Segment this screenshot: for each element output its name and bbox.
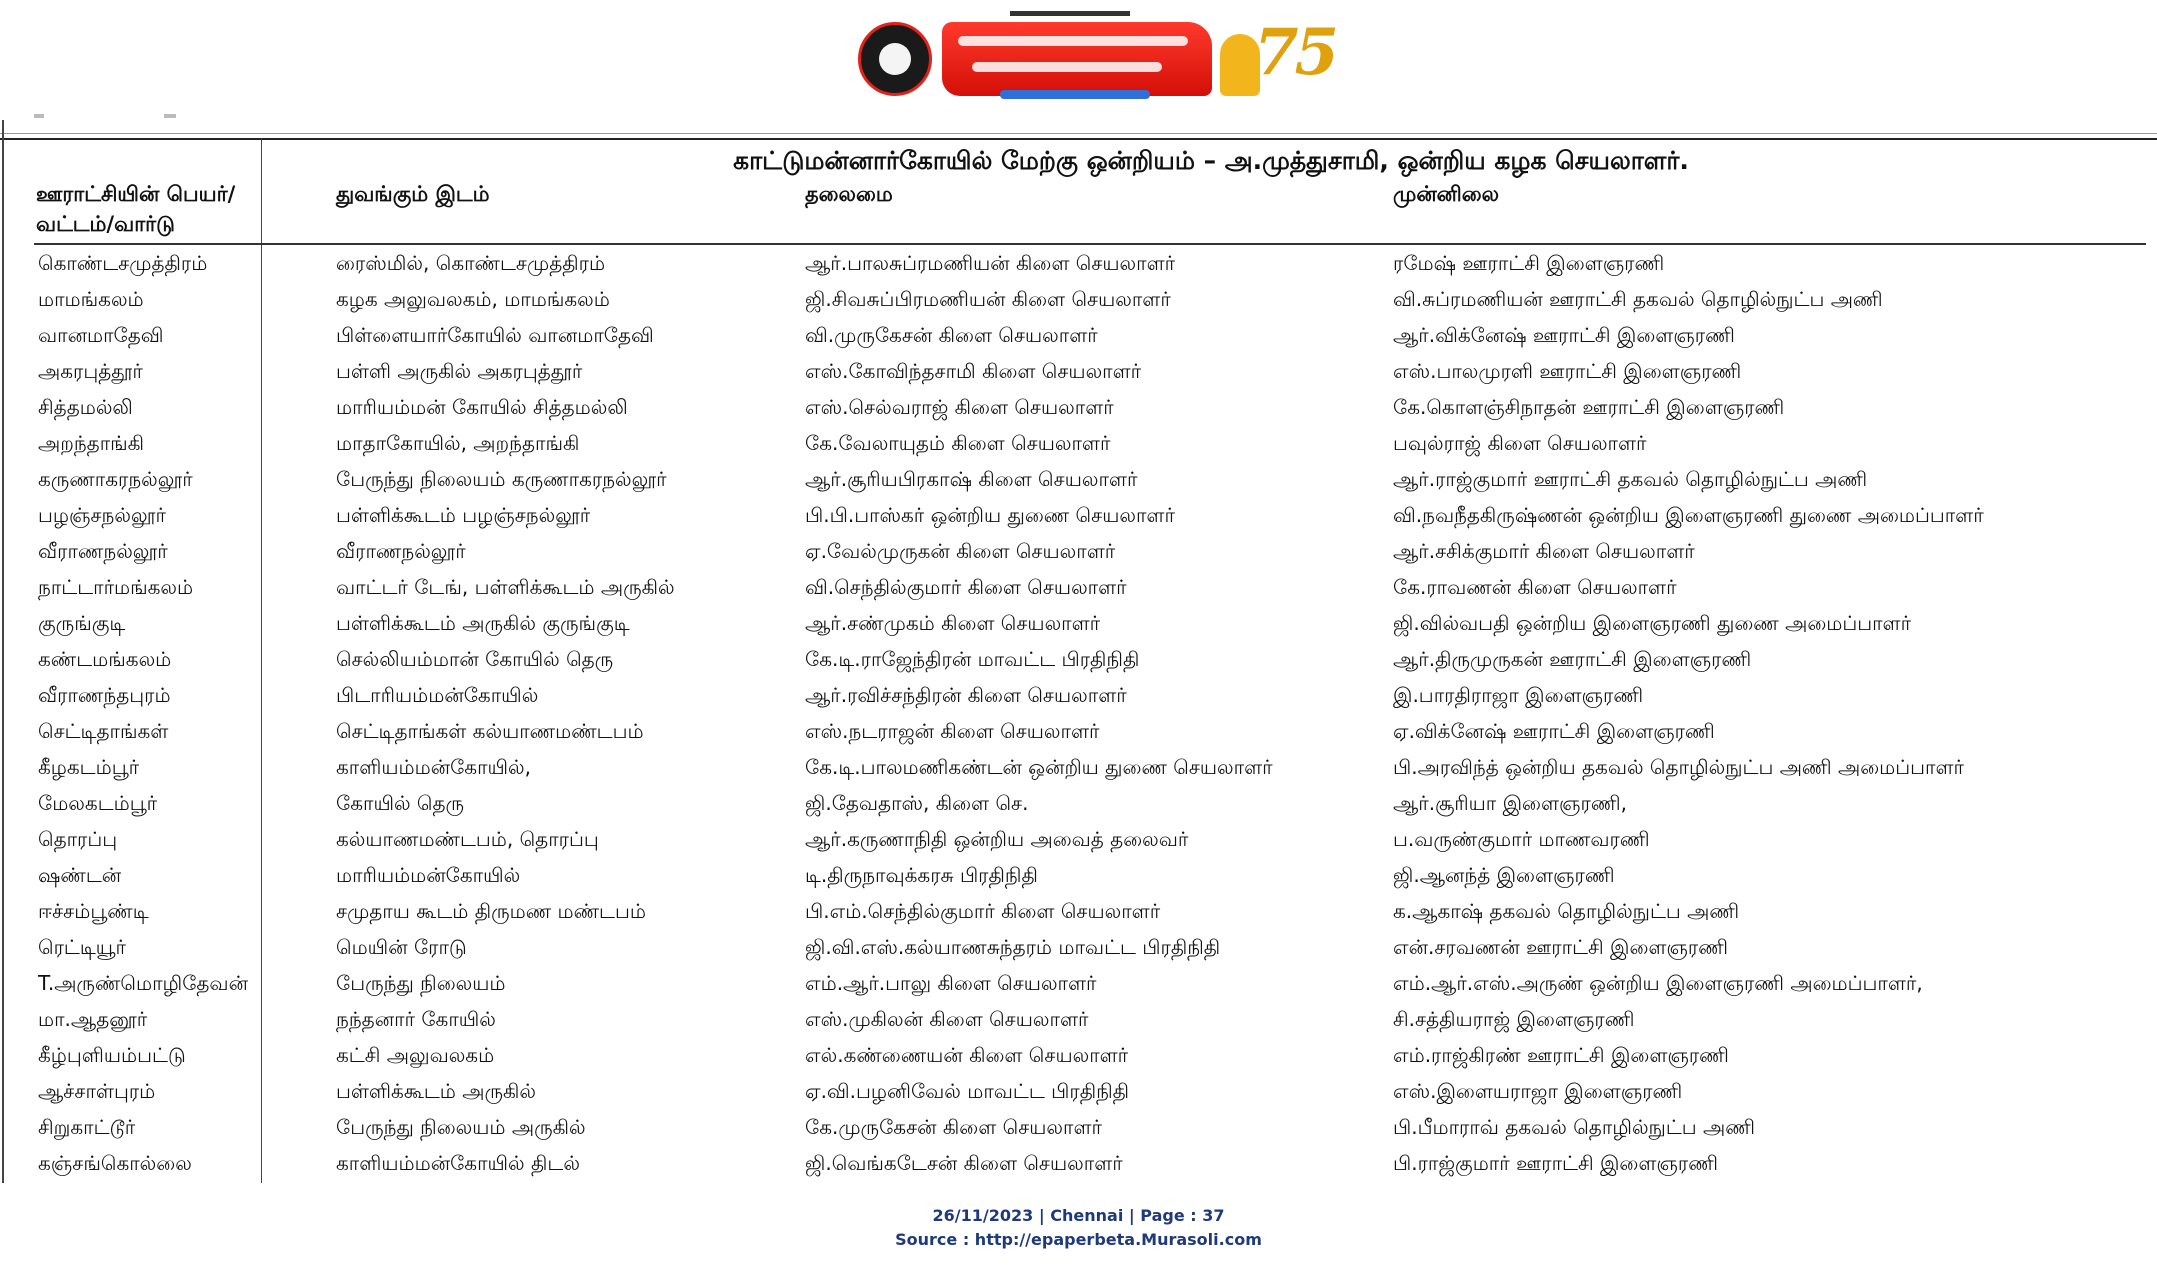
chair-cell: ஆர்.ரவிச்சந்திரன் கிளை செயலாளர் xyxy=(805,683,1127,707)
table-row xyxy=(0,1037,2157,1073)
table-row xyxy=(0,605,2157,641)
village-cell: அறந்தாங்கி xyxy=(38,431,145,455)
footer-date-page: 26/11/2023 | Chennai | Page : 37 xyxy=(932,1206,1225,1225)
chair-cell: கே.முருகேசன் கிளை செயலாளர் xyxy=(805,1115,1102,1139)
table-row xyxy=(0,389,2157,425)
presence-cell: எம்.ஆர்.எஸ்.அருண் ஒன்றிய இளைஞரணி அமைப்பாளர், xyxy=(1393,971,1923,995)
start-location-cell: காளியம்மன்கோயில், xyxy=(336,755,532,779)
start-location-cell: வாட்டர் டேங், பள்ளிக்கூடம் அருகில் xyxy=(336,575,675,599)
presence-cell: ஆர்.சூரியா இளைஞரணி, xyxy=(1393,791,1627,815)
village-cell: செட்டிதாங்கள் xyxy=(38,719,169,743)
table-row xyxy=(0,1001,2157,1037)
presence-cell: என்.சரவணன் ஊராட்சி இளைஞரணி xyxy=(1393,935,1728,959)
start-location-cell: சமுதாய கூடம் திருமண மண்டபம் xyxy=(336,899,646,923)
presence-cell: ஆர்.விக்னேஷ் ஊராட்சி இளைஞரணி xyxy=(1393,323,1735,347)
table-row xyxy=(0,461,2157,497)
start-location-cell: கல்யாணமண்டபம், தொரப்பு xyxy=(336,827,599,851)
cropped-previous-row xyxy=(34,112,184,120)
village-cell: கொண்டசமுத்திரம் xyxy=(38,251,208,275)
column-header-start: துவங்கும் இடம் xyxy=(336,182,490,206)
presence-cell: பி.ராஜ்குமார் ஊராட்சி இளைஞரணி xyxy=(1393,1151,1718,1175)
start-location-cell: பள்ளிக்கூடம் அருகில் xyxy=(336,1079,537,1103)
section-title: காட்டுமன்னார்கோயில் மேற்கு ஒன்றியம் – அ.முத்துசாமி, ஒன்றிய கழக செயலாளர். xyxy=(733,146,1689,175)
chair-cell: ஜி.சிவசுப்பிரமணியன் கிளை செயலாளர் xyxy=(805,287,1171,311)
presence-cell: எஸ்.இளையராஜா இளைஞரணி xyxy=(1393,1079,1683,1103)
presence-cell: இ.பாரதிராஜா இளைஞரணி xyxy=(1393,683,1644,707)
start-location-cell: செட்டிதாங்கள் கல்யாணமண்டபம் xyxy=(336,719,644,743)
table-row xyxy=(0,677,2157,713)
start-location-cell: செல்லியம்மான் கோயில் தெரு xyxy=(336,647,614,671)
chair-cell: வி.முருகேசன் கிளை செயலாளர் xyxy=(805,323,1098,347)
start-location-cell: காளியம்மன்கோயில் திடல் xyxy=(336,1151,580,1175)
village-cell: ரெட்டியூர் xyxy=(38,935,127,959)
presence-cell: ஆர்.ராஜ்குமார் ஊராட்சி தகவல் தொழில்நுட்ப அணி xyxy=(1393,467,1868,491)
presence-cell: எஸ்.பாலமுரளி ஊராட்சி இளைஞரணி xyxy=(1393,359,1742,383)
presence-cell: கே.கொளஞ்சிநாதன் ஊராட்சி இளைஞரணி xyxy=(1393,395,1785,419)
start-location-cell: பிடாரியம்மன்கோயில் xyxy=(336,683,539,707)
village-cell: வீராணந்தபுரம் xyxy=(38,683,171,707)
chair-cell: எஸ்.முகிலன் கிளை செயலாளர் xyxy=(805,1007,1089,1031)
chair-cell: டி.திருநாவுக்கரசு பிரதிநிதி xyxy=(805,863,1038,887)
chair-cell: எம்.ஆர்.பாலு கிளை செயலாளர் xyxy=(805,971,1097,995)
table-row xyxy=(0,569,2157,605)
chair-cell: எஸ்.செல்வராஜ் கிளை செயலாளர் xyxy=(805,395,1114,419)
village-cell: கீழ்புளியம்பட்டு xyxy=(38,1043,186,1067)
anniversary-number xyxy=(1254,18,1312,88)
start-location-cell: பிள்ளையார்கோயில் வானமாதேவி xyxy=(336,323,654,347)
masthead-subtitle-bar xyxy=(1000,90,1150,99)
start-location-cell: ரைஸ்மில், கொண்டசமுத்திரம் xyxy=(336,251,606,275)
table-row xyxy=(0,497,2157,533)
chair-cell: ஜி.வி.எஸ்.கல்யாணசுந்தரம் மாவட்ட பிரதிநிதி xyxy=(805,935,1221,959)
presence-cell: ரமேஷ் ஊராட்சி இளைஞரணி xyxy=(1393,251,1665,275)
table-row xyxy=(0,1073,2157,1109)
chair-cell: ஆர்.பாலசுப்ரமணியன் கிளை செயலாளர் xyxy=(805,251,1176,275)
start-location-cell: மாரியம்மன்கோயில் xyxy=(336,863,521,887)
start-location-cell: கட்சி அலுவலகம் xyxy=(336,1043,495,1067)
presence-cell: ஏ.விக்னேஷ் ஊராட்சி இளைஞரணி xyxy=(1393,719,1715,743)
village-cell: சிறுகாட்டூர் xyxy=(38,1115,136,1139)
chair-cell: கே.டி.பாலமணிகண்டன் ஒன்றிய துணை செயலாளர் xyxy=(805,755,1273,779)
presence-cell: ஆர்.திருமுருகன் ஊராட்சி இளைஞரணி xyxy=(1393,647,1752,671)
start-location-cell: பள்ளி அருகில் அகரபுத்தூர் xyxy=(336,359,583,383)
table-row xyxy=(0,1145,2157,1181)
chair-cell: கே.டி.ராஜேந்திரன் மாவட்ட பிரதிநிதி xyxy=(805,647,1140,671)
column-header-village-line2: வட்டம்/வார்டு xyxy=(36,212,175,236)
table-row xyxy=(0,533,2157,569)
chair-cell: எஸ்.கோவிந்தசாமி கிளை செயலாளர் xyxy=(805,359,1142,383)
presence-cell: ப.வருண்குமார் மாணவரணி xyxy=(1393,827,1650,851)
start-location-cell: வீராணநல்லூர் xyxy=(336,539,466,563)
village-cell: ஷண்டன் xyxy=(38,863,122,887)
start-location-cell: பள்ளிக்கூடம் பழஞ்சநல்லூர் xyxy=(336,503,591,527)
presence-cell: பி.பீமாராவ் தகவல் தொழில்நுட்ப அணி xyxy=(1393,1115,1755,1139)
chair-cell: ஆர்.சூரியபிரகாஷ் கிளை செயலாளர் xyxy=(805,467,1138,491)
footer-source-link[interactable]: Source : http://epaperbeta.Murasoli.com xyxy=(895,1230,1262,1249)
party-seal-icon xyxy=(858,22,932,96)
table-row xyxy=(0,245,2157,281)
column-header-village xyxy=(36,179,235,239)
chair-cell: கே.வேலாயுதம் கிளை செயலாளர் xyxy=(805,431,1111,455)
presence-cell: எம்.ராஜ்கிரண் ஊராட்சி இளைஞரணி xyxy=(1393,1043,1729,1067)
table-row xyxy=(0,857,2157,893)
table-row xyxy=(0,1109,2157,1145)
start-location-cell: நந்தனார் கோயில் xyxy=(336,1007,496,1031)
presence-cell: ஆர்.சசிக்குமார் கிளை செயலாளர் xyxy=(1393,539,1695,563)
masthead-tagline xyxy=(950,8,1190,18)
village-cell: ஆச்சாள்புரம் xyxy=(38,1079,156,1103)
village-cell: அகரபுத்தூர் xyxy=(38,359,143,383)
start-location-cell: பேருந்து நிலையம் xyxy=(336,971,506,995)
village-cell: பழஞ்சநல்லூர் xyxy=(38,503,166,527)
masthead-logo xyxy=(850,8,1310,108)
table-row xyxy=(0,965,2157,1001)
table-row xyxy=(0,425,2157,461)
murasoli-wordmark xyxy=(942,22,1212,96)
table-row xyxy=(0,821,2157,857)
presence-cell: பவுல்ராஜ் கிளை செயலாளர் xyxy=(1393,431,1647,455)
start-location-cell: மாரியம்மன் கோயில் சித்தமல்லி xyxy=(336,395,628,419)
table-row xyxy=(0,713,2157,749)
top-rule xyxy=(0,133,2157,134)
table-row xyxy=(0,749,2157,785)
chair-cell: பி.பி.பாஸ்கர் ஒன்றிய துணை செயலாளர் xyxy=(805,503,1175,527)
anniversary-75-emblem xyxy=(1220,14,1312,104)
start-location-cell: கழக அலுவலகம், மாமங்கலம் xyxy=(336,287,610,311)
presence-cell: ஜி.ஆனந்த் இளைஞரணி xyxy=(1393,863,1615,887)
start-location-cell: பேருந்து நிலையம் கருணாகரநல்லூர் xyxy=(336,467,667,491)
chair-cell: ஜி.தேவதாஸ், கிளை செ. xyxy=(805,791,1029,815)
table-row xyxy=(0,317,2157,353)
table-body xyxy=(0,245,2157,1181)
column-header-chair: தலைமை xyxy=(805,182,893,206)
village-cell: மாமங்கலம் xyxy=(38,287,144,311)
start-location-cell: மெயின் ரோடு xyxy=(336,935,467,959)
chair-cell: ஆர்.கருணாநிதி ஒன்றிய அவைத் தலைவர் xyxy=(805,827,1189,851)
column-header-presence: முன்னிலை xyxy=(1393,182,1500,206)
village-cell: குருங்குடி xyxy=(38,611,126,635)
table-row xyxy=(0,641,2157,677)
village-cell: கஞ்சங்கொல்லை xyxy=(38,1151,192,1175)
chair-cell: ஏ.வி.பழனிவேல் மாவட்ட பிரதிநிதி xyxy=(805,1079,1130,1103)
village-cell: மா.ஆதனூர் xyxy=(38,1007,148,1031)
presence-cell: சி.சத்தியராஜ் இளைஞரணி xyxy=(1393,1007,1635,1031)
village-cell: கீழகடம்பூர் xyxy=(38,755,140,779)
table-row xyxy=(0,893,2157,929)
table-row xyxy=(0,785,2157,821)
village-cell: சித்தமல்லி xyxy=(38,395,133,419)
chair-cell: ஏ.வேல்முருகன் கிளை செயலாளர் xyxy=(805,539,1116,563)
village-cell: நாட்டார்மங்கலம் xyxy=(38,575,194,599)
chair-cell: எல்.கண்ணையன் கிளை செயலாளர் xyxy=(805,1043,1129,1067)
presence-cell: வி.சுப்ரமணியன் ஊராட்சி தகவல் தொழில்நுட்ப அணி xyxy=(1393,287,1883,311)
chair-cell: வி.செந்தில்குமார் கிளை செயலாளர் xyxy=(805,575,1127,599)
start-location-cell: பள்ளிக்கூடம் அருகில் குருங்குடி xyxy=(336,611,630,635)
village-cell: கண்டமங்கலம் xyxy=(38,647,172,671)
village-cell: கருணாகரநல்லூர் xyxy=(38,467,193,491)
table-row xyxy=(0,281,2157,317)
village-cell: மேலகடம்பூர் xyxy=(38,791,158,815)
start-location-cell: பேருந்து நிலையம் அருகில் xyxy=(336,1115,586,1139)
village-cell: வீராணநல்லூர் xyxy=(38,539,168,563)
chair-cell: ஆர்.சண்முகம் கிளை செயலாளர் xyxy=(805,611,1101,635)
village-cell: T.அருண்மொழிதேவன் xyxy=(38,971,248,995)
chair-cell: எஸ்.நடராஜன் கிளை செயலாளர் xyxy=(805,719,1100,743)
village-cell: ஈச்சம்பூண்டி xyxy=(38,899,149,923)
table-top-border xyxy=(0,138,2157,140)
presence-cell: க.ஆகாஷ் தகவல் தொழில்நுட்ப அணி xyxy=(1393,899,1740,923)
table-row xyxy=(0,353,2157,389)
chair-cell: பி.எம்.செந்தில்குமார் கிளை செயலாளர் xyxy=(805,899,1161,923)
table-row xyxy=(0,929,2157,965)
village-cell: வானமாதேவி xyxy=(38,323,164,347)
chair-cell: ஜி.வெங்கடேசன் கிளை செயலாளர் xyxy=(805,1151,1123,1175)
presence-cell: வி.நவநீதகிருஷ்ணன் ஒன்றிய இளைஞரணி துணை அமைப்பாளர் xyxy=(1393,503,1984,527)
start-location-cell: மாதாகோயில், அறந்தாங்கி xyxy=(336,431,580,455)
village-cell: தொரப்பு xyxy=(38,827,118,851)
start-location-cell: கோயில் தெரு xyxy=(336,791,465,815)
presence-cell: கே.ராவணன் கிளை செயலாளர் xyxy=(1393,575,1677,599)
column-header-village-line1: ஊராட்சியின் பெயர்/ xyxy=(36,182,236,206)
presence-cell: பி.அரவிந்த் ஒன்றிய தகவல் தொழில்நுட்ப அணி அமைப்பாளர் xyxy=(1393,755,1964,779)
presence-cell: ஜி.வில்வபதி ஒன்றிய இளைஞரணி துணை அமைப்பாளர் xyxy=(1393,611,1912,635)
